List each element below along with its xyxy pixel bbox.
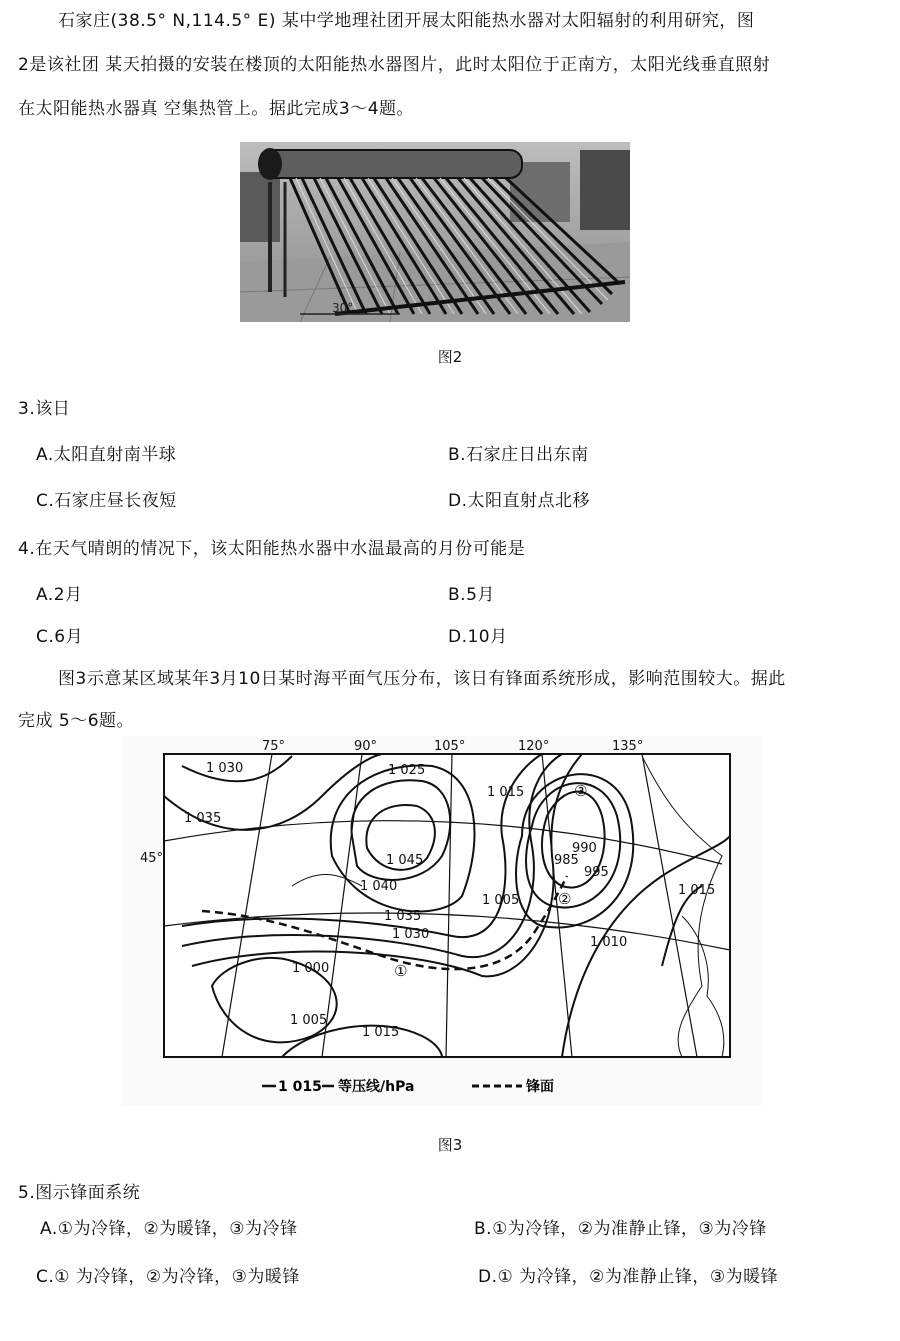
legend-isobar-value: 1 015 [278, 1079, 322, 1095]
intro1-line2: 2是该社团 某天拍摄的安装在楼顶的太阳能热水器图片，此时太阳位于正南方，太阳光线垂直照射 [18, 55, 771, 75]
isobar-label: 1 015 [362, 1025, 400, 1040]
front-marker-3: ③ [574, 782, 588, 800]
q4-option-b: B.5月 [448, 585, 495, 605]
q3-option-a: A.太阳直射南半球 [36, 445, 177, 465]
q5-option-d: D.① 为冷锋，②为准静止锋，③为暖锋 [478, 1267, 779, 1287]
q3-option-c: C.石家庄昼长夜短 [36, 491, 177, 511]
q5-option-a: A.①为冷锋，②为暖锋，③为冷锋 [40, 1219, 298, 1239]
lat-45: 45° [140, 851, 164, 866]
isobar-label: 1 010 [590, 935, 628, 950]
isobar-label: 995 [584, 865, 609, 880]
lon-135: 135° [612, 739, 644, 754]
q4-stem: 4.在天气晴朗的情况下，该太阳能热水器中水温最高的月份可能是 [18, 539, 526, 559]
isobar-map [122, 736, 762, 1106]
q3-option-d: D.太阳直射点北移 [448, 491, 590, 511]
isobar-label: 1 000 [292, 961, 330, 976]
isobar-label: 1 025 [388, 763, 426, 778]
isobar-label: 1 030 [392, 927, 430, 942]
isobar-label: 1 030 [206, 761, 244, 776]
intro2-line1: 图3示意某区域某年3月10日某时海平面气压分布，该日有锋面系统形成，影响范围较大。据此 [58, 669, 786, 689]
figure3-caption: 图3 [437, 1136, 463, 1154]
q4-option-d: D.10月 [448, 627, 508, 647]
q3-stem: 3.该日 [18, 399, 71, 419]
lon-90: 90° [354, 739, 378, 754]
front-marker-2: ② [558, 890, 572, 908]
front-marker-1: ① [394, 962, 408, 980]
isobar-label: 1 040 [360, 879, 398, 894]
q5-option-b: B.①为冷锋，②为准静止锋，③为冷锋 [474, 1219, 767, 1239]
isobar-label: 1 005 [290, 1013, 328, 1028]
isobar-label: 1 045 [386, 853, 424, 868]
intro2-line2: 完成 5～6题。 [18, 711, 135, 731]
isobar-label: 1 035 [184, 811, 222, 826]
q3-option-b: B.石家庄日出东南 [448, 445, 589, 465]
q4-option-a: A.2月 [36, 585, 83, 605]
lon-120: 120° [518, 739, 550, 754]
intro1-line3: 在太阳能热水器真 空集热管上。据此完成3～4题。 [18, 99, 415, 119]
figure2-caption: 图2 [437, 348, 463, 366]
isobar-label: 1 035 [384, 909, 422, 924]
lon-75: 75° [262, 739, 286, 754]
lon-105: 105° [434, 739, 466, 754]
q4-option-c: C.6月 [36, 627, 84, 647]
isobar-label: 990 [572, 841, 597, 856]
solar-heater-photo [240, 142, 630, 322]
q5-stem: 5.图示锋面系统 [18, 1183, 141, 1203]
isobar-label: 1 015 [678, 883, 716, 898]
q5-option-c: C.① 为冷锋，②为冷锋，③为暖锋 [36, 1267, 300, 1287]
legend-isobar-text: 等压线/hPa [338, 1079, 415, 1095]
isobar-label: 1 015 [487, 785, 525, 800]
isobar-label: 1 005 [482, 893, 520, 908]
intro1-line1: 石家庄(38.5° N,114.5° E) 某中学地理社团开展太阳能热水器对太阳辐射的利用研究，图 [58, 11, 755, 31]
isobar-label: 985 [554, 853, 579, 868]
angle-label: 30° [332, 301, 354, 315]
legend-front-text: 锋面 [526, 1079, 554, 1095]
